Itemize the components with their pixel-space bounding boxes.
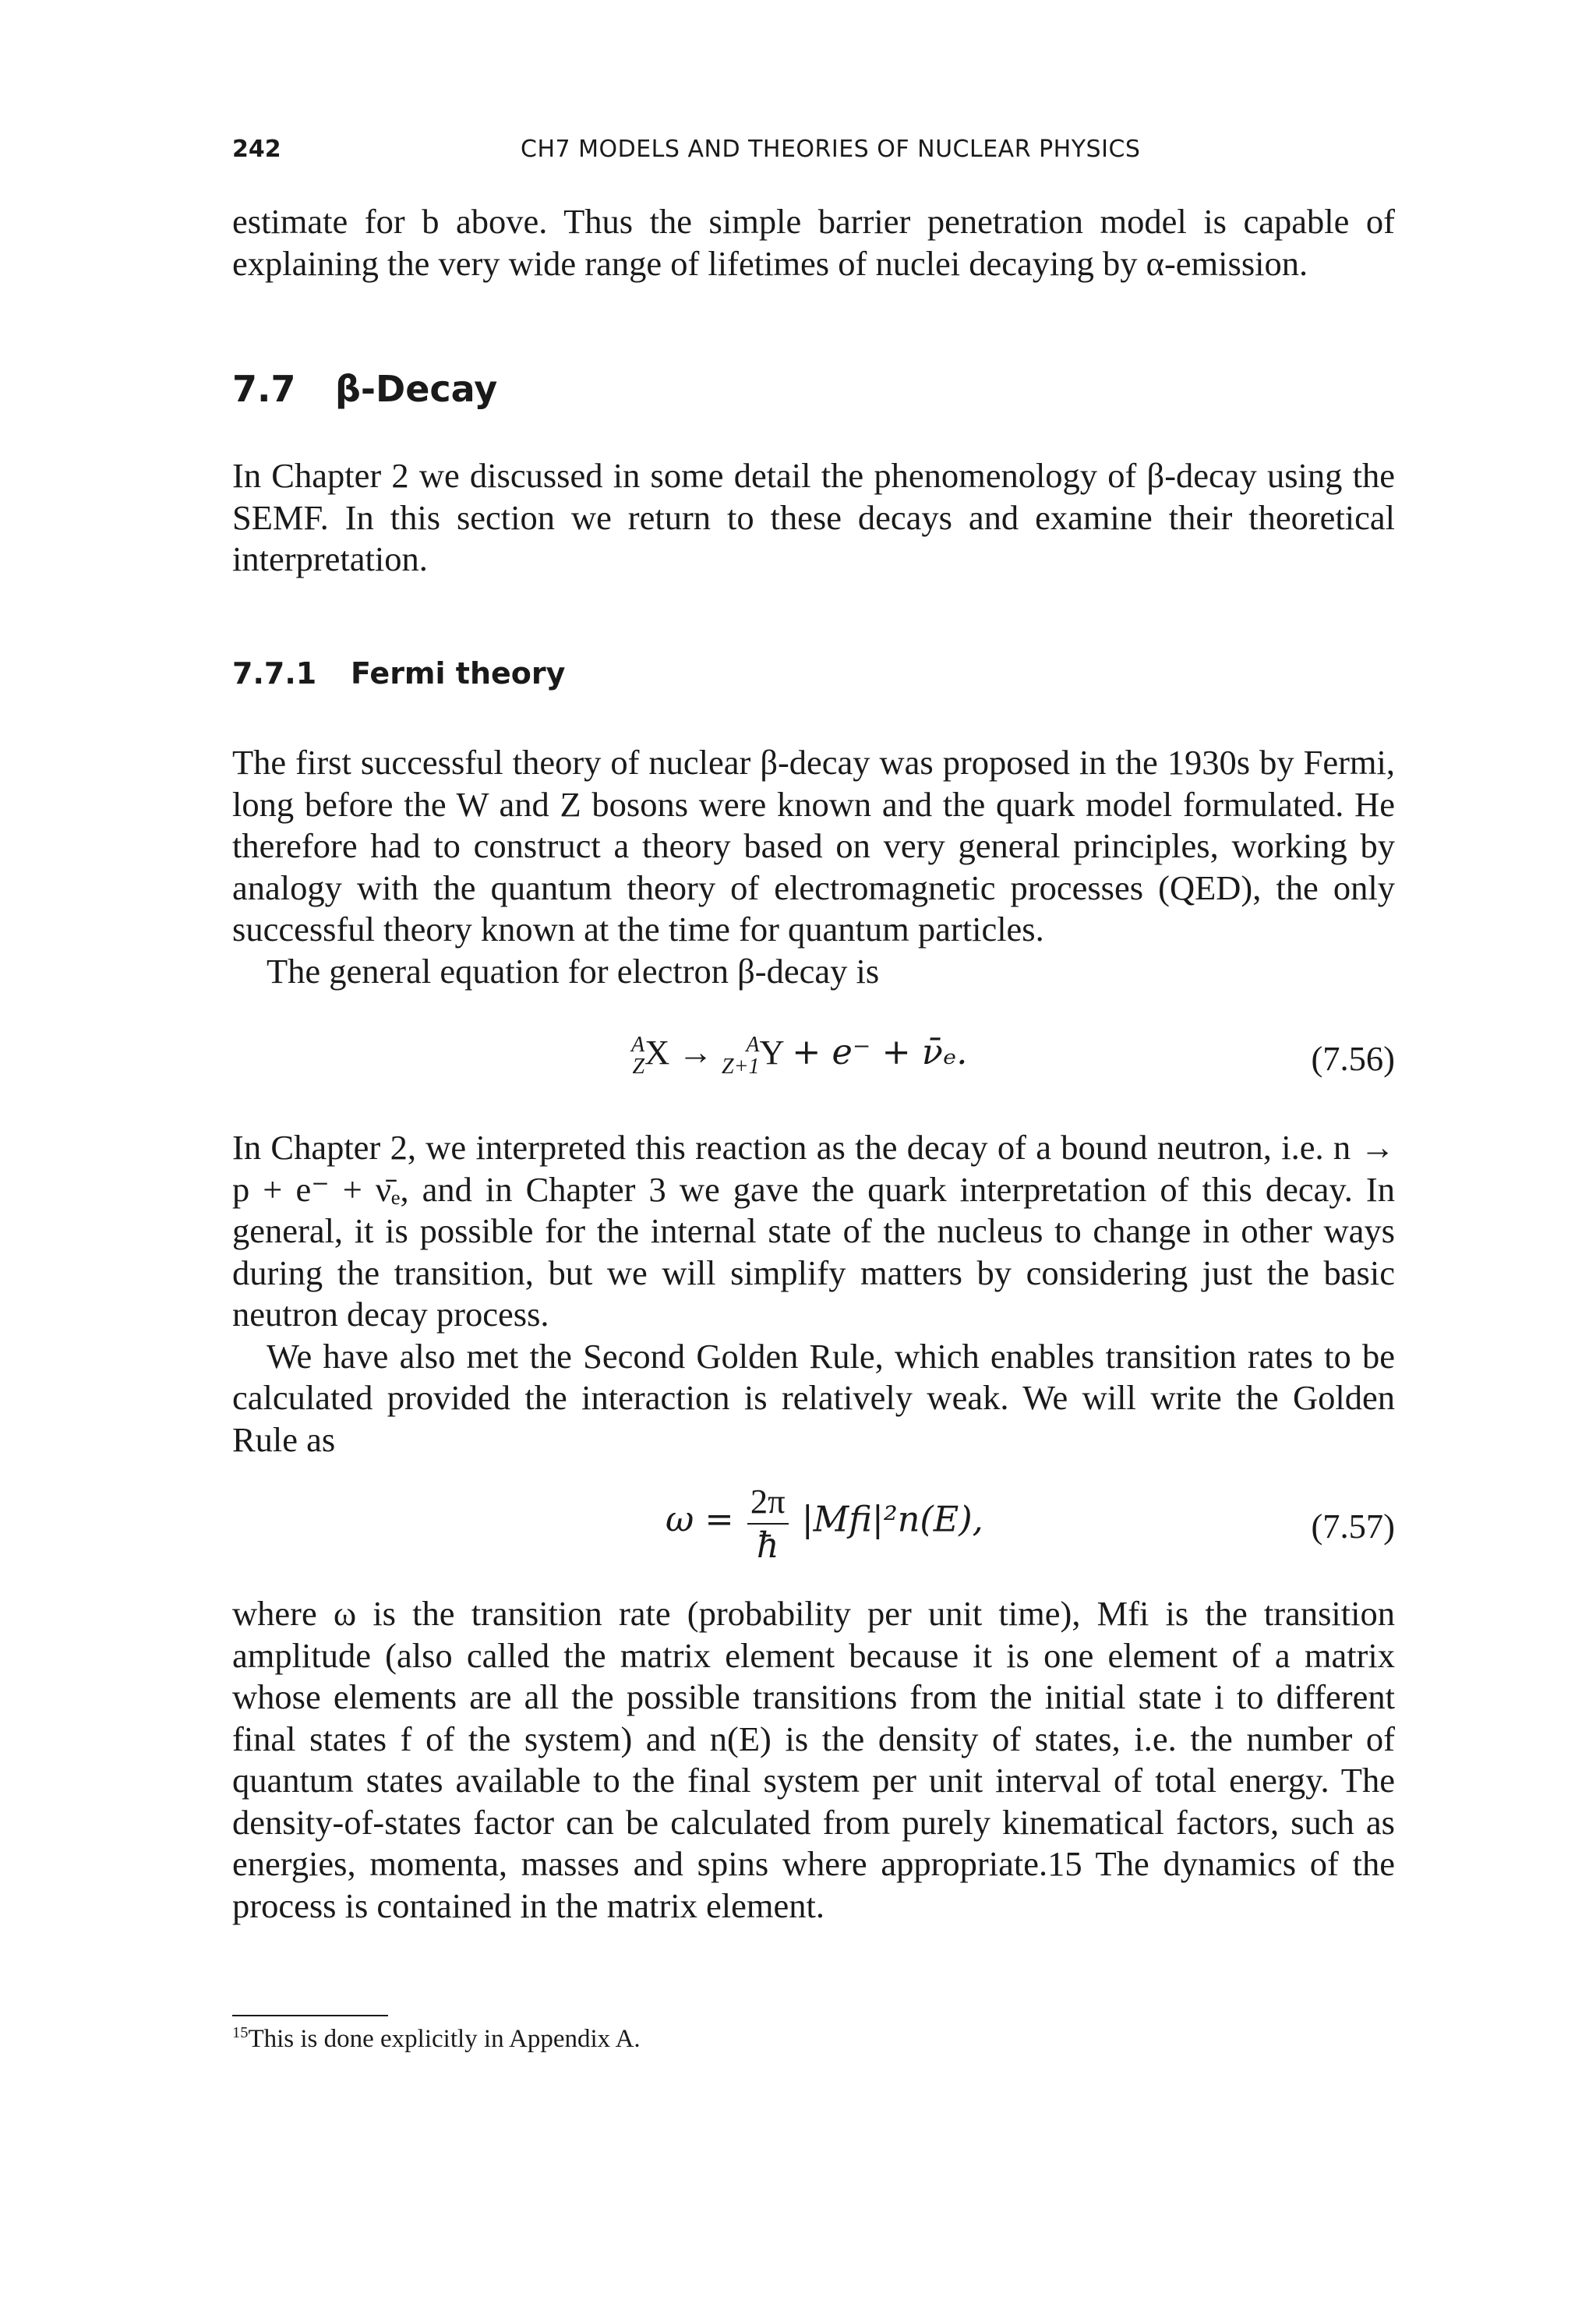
omega-lhs: ω =	[666, 1500, 734, 1540]
nuclide-x-symbol: X	[644, 1033, 670, 1072]
equation-7-56	[232, 1023, 1395, 1108]
where-text: where ω is the transition rate (probability per unit time), Mfi is the transition amplitude (also called the matrix element because it is one element of a matrix whose elements are all the possible transitions from the initial state i to different final states f of the system) and n(E) is the density of states, i.e. the number of quantum states available to the final system per unit interval of total energy. The density-of-states factor can be calculated from purely kinematical factors, such as energies, momenta, masses and spins where appropriate.15 The dynamics of the process is contained in the matrix element.	[232, 1594, 1395, 1925]
footnote-rule	[232, 2015, 388, 2016]
fraction-numerator: 2π	[747, 1481, 789, 1525]
equation-7-57	[232, 1481, 1395, 1567]
fraction-denominator: ħ	[756, 1526, 779, 1566]
equation-7-57-body	[666, 1481, 983, 1566]
nuclide-x-indices	[631, 1034, 644, 1078]
nuclide-y-mass-number: A	[746, 1032, 760, 1057]
fermi-paragraph-2: The general equation for electron β-decay is	[267, 951, 880, 991]
chapter2-paragraph: In Chapter 2, we interpreted this reaction as the decay of a bound neutron, i.e. n → p + e⁻ + ν̄ₑ, and in Chapter 3 we gave the quark interpretation of this decay. In general, it is possible for the internal state of the nucleus to change in other ways during the transition, but we will simplify matters by considering just the basic neutron decay process.	[232, 1128, 1395, 1334]
section-intro-text: In Chapter 2 we discussed in some detail the phenomenology of β-decay using the SEMF. In this section we return to these decays and examine their theoretical interpretation.	[232, 456, 1395, 578]
footnote	[232, 2025, 641, 2054]
equation-7-57-label: (7.57)	[1311, 1507, 1395, 1546]
golden-rule-paragraph: We have also met the Second Golden Rule, which enables transition rates to be calculated provided the interaction is relatively weak. We will write the Golden Rule as	[232, 1336, 1395, 1459]
fermi-paragraph-1: The first successful theory of nuclear β-decay was proposed in the 1930s by Fermi, long before the W and Z bosons were known and the quark model formulated. He therefore had to construct a theory based on very general principles, working by analogy with the quantum theory of electromagnetic processes (QED), the only successful theory known at the time for quantum particles.	[232, 743, 1395, 949]
nuclide-y-symbol: Y	[759, 1033, 783, 1072]
section-heading	[232, 368, 497, 410]
nuclide-y-atomic-number: Z+1	[722, 1054, 760, 1079]
footnote-marker: 15	[232, 2024, 249, 2041]
where-paragraph	[232, 1593, 1395, 1927]
nuclide-y-indices	[722, 1034, 759, 1078]
reaction-products: + e⁻ + ν̄ₑ.	[792, 1033, 968, 1072]
two-pi-over-hbar	[747, 1481, 789, 1566]
nuclide-x-atomic-number: Z	[632, 1054, 645, 1079]
page-number: 242	[232, 136, 281, 163]
section-title: β-Decay	[335, 368, 498, 410]
running-header	[232, 136, 1395, 173]
intro-text: estimate for b above. Thus the simple barrier penetration model is capable of explaining the very wide range of lifetimes of nuclei decaying by α-emission.	[232, 202, 1395, 283]
equation-7-56-body	[631, 1032, 967, 1078]
section-intro-paragraph	[232, 455, 1395, 581]
omega-rhs: |Mfi|²n(E),	[801, 1500, 983, 1540]
nuclide-x-mass-number: A	[631, 1032, 645, 1057]
fermi-paragraphs	[232, 742, 1395, 992]
equation-7-56-label: (7.56)	[1311, 1039, 1395, 1078]
subsection-title: Fermi theory	[351, 656, 566, 691]
subsection-number: 7.7.1	[232, 656, 317, 691]
running-title: CH7 MODELS AND THEORIES OF NUCLEAR PHYSICS	[521, 136, 1141, 163]
intro-paragraph	[232, 201, 1395, 284]
decay-paragraphs	[232, 1127, 1395, 1461]
subsection-heading	[232, 656, 565, 691]
section-number: 7.7	[232, 368, 296, 410]
reaction-arrow: →	[678, 1033, 713, 1072]
footnote-text: This is done explicitly in Appendix A.	[248, 2025, 641, 2053]
